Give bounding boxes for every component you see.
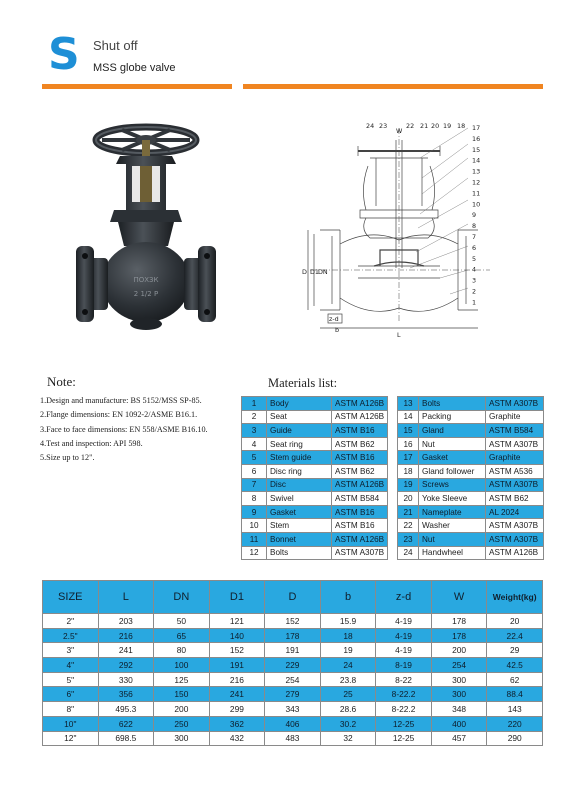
table-cell: 229 <box>265 658 321 673</box>
table-cell: 216 <box>209 672 265 687</box>
table-cell: 10" <box>43 716 99 731</box>
header-divider-right <box>243 84 543 89</box>
callout-label: 22 <box>406 122 415 130</box>
table-cell: 457 <box>431 731 487 746</box>
part-number: 17 <box>398 451 419 465</box>
table-cell: 32 <box>320 731 376 746</box>
column-header: Weight(kg) <box>487 581 543 614</box>
material-row <box>242 532 388 546</box>
callout-label: 1 <box>472 298 477 307</box>
column-header: b <box>320 581 376 614</box>
part-material: ASTM A307B <box>486 397 544 411</box>
part-name: Guide <box>267 424 332 438</box>
table-cell: 254 <box>265 672 321 687</box>
table-cell: 15.9 <box>320 614 376 629</box>
table-row <box>43 731 543 746</box>
table-cell: 18 <box>320 628 376 643</box>
callout-label: 4 <box>472 265 477 274</box>
callout-label: 3 <box>472 276 477 285</box>
part-name: Nut <box>419 437 486 451</box>
part-material: ASTM A126B <box>332 410 388 424</box>
callout-label: 14 <box>472 156 481 165</box>
part-name: Handwheel <box>419 546 486 560</box>
part-material: ASTM B16 <box>332 451 388 465</box>
part-material: ASTM A536 <box>486 464 544 478</box>
table-cell: 432 <box>209 731 265 746</box>
part-number: 1 <box>242 397 267 411</box>
size-table <box>42 580 543 746</box>
table-cell: 24 <box>320 658 376 673</box>
body-marking: 2 1/2 Р <box>133 290 159 298</box>
table-cell: 12-25 <box>376 716 432 731</box>
part-number: 7 <box>242 478 267 492</box>
table-cell: 178 <box>265 628 321 643</box>
table-cell: 88.4 <box>487 687 543 702</box>
table-cell: 191 <box>209 658 265 673</box>
part-number: 19 <box>398 478 419 492</box>
part-name: Seat ring <box>267 437 332 451</box>
logo-letter: S <box>48 29 80 80</box>
callout-label: 24 <box>366 122 375 130</box>
table-cell: 4-19 <box>376 628 432 643</box>
part-name: Packing <box>419 410 486 424</box>
part-material: ASTM A126B <box>332 532 388 546</box>
table-row <box>43 687 543 702</box>
part-name: Screws <box>419 478 486 492</box>
part-number: 11 <box>242 532 267 546</box>
notes-heading: Note: <box>47 374 76 389</box>
table-cell: 50 <box>154 614 210 629</box>
table-cell: 178 <box>431 614 487 629</box>
material-row <box>398 437 544 451</box>
note-item: 4.Test and inspection: API 598. <box>40 438 143 448</box>
table-cell: 4-19 <box>376 614 432 629</box>
dim-label: b <box>335 326 340 334</box>
part-name: Disc <box>267 478 332 492</box>
table-cell: 8" <box>43 702 99 717</box>
valve-photo <box>62 118 232 340</box>
table-cell: 12-25 <box>376 731 432 746</box>
table-cell: 22.4 <box>487 628 543 643</box>
material-row <box>242 519 388 533</box>
part-number: 12 <box>242 546 267 560</box>
column-header: L <box>98 581 154 614</box>
table-cell: 20 <box>487 614 543 629</box>
note-item: 3.Face to face dimensions: EN 558/ASME B16.10. <box>40 424 208 434</box>
table-cell: 200 <box>431 643 487 658</box>
table-cell: 330 <box>98 672 154 687</box>
callout-label: 20 <box>431 122 440 130</box>
table-cell: 4" <box>43 658 99 673</box>
header-divider-left <box>42 84 232 89</box>
table-cell: 65 <box>154 628 210 643</box>
material-row <box>242 492 388 506</box>
column-header: DN <box>154 581 210 614</box>
part-name: Gasket <box>419 451 486 465</box>
materials-heading: Materials list: <box>268 376 338 390</box>
table-cell: 150 <box>154 687 210 702</box>
table-cell: 216 <box>98 628 154 643</box>
table-cell: 19 <box>320 643 376 658</box>
part-material: ASTM A126B <box>332 478 388 492</box>
notes-list <box>40 394 240 465</box>
table-cell: 6" <box>43 687 99 702</box>
part-number: 23 <box>398 532 419 546</box>
table-cell: 300 <box>431 687 487 702</box>
part-name: Gasket <box>267 505 332 519</box>
note-item: 5.Size up to 12". <box>40 453 95 463</box>
table-cell: 143 <box>487 702 543 717</box>
material-row <box>398 505 544 519</box>
table-cell: 241 <box>209 687 265 702</box>
part-material: ASTM A307B <box>332 546 388 560</box>
callout-label: 23 <box>379 122 388 130</box>
table-cell: 250 <box>154 716 210 731</box>
dim-label: L <box>397 331 401 339</box>
part-number: 24 <box>398 546 419 560</box>
part-material: ASTM B584 <box>486 424 544 438</box>
material-row <box>398 424 544 438</box>
material-row <box>398 464 544 478</box>
table-cell: 80 <box>154 643 210 658</box>
table-cell: 362 <box>209 716 265 731</box>
table-cell: 2.5" <box>43 628 99 643</box>
part-number: 22 <box>398 519 419 533</box>
table-cell: 300 <box>431 672 487 687</box>
callout-label: W <box>396 127 403 135</box>
material-row <box>398 478 544 492</box>
table-cell: 356 <box>98 687 154 702</box>
column-header: D1 <box>209 581 265 614</box>
callout-label: 9 <box>472 211 477 220</box>
table-row <box>43 614 543 629</box>
callout-label: 8 <box>472 222 477 231</box>
part-name: Body <box>267 397 332 411</box>
part-material: AL 2024 <box>486 505 544 519</box>
part-material: ASTM A307B <box>486 519 544 533</box>
table-cell: 290 <box>487 731 543 746</box>
table-cell: 279 <box>265 687 321 702</box>
callout-label: 17 <box>472 124 481 132</box>
part-number: 4 <box>242 437 267 451</box>
table-cell: 400 <box>431 716 487 731</box>
material-row <box>242 424 388 438</box>
material-row <box>398 410 544 424</box>
table-cell: 28.6 <box>320 702 376 717</box>
table-cell: 178 <box>431 628 487 643</box>
callout-label: 7 <box>472 233 477 241</box>
table-cell: 42.5 <box>487 658 543 673</box>
part-material: ASTM B62 <box>332 437 388 451</box>
column-header: W <box>431 581 487 614</box>
part-material: ASTM A307B <box>486 437 544 451</box>
part-name: Stem guide <box>267 451 332 465</box>
table-cell: 30.2 <box>320 716 376 731</box>
material-row <box>242 505 388 519</box>
material-row <box>242 437 388 451</box>
table-row <box>43 716 543 731</box>
material-row <box>398 532 544 546</box>
materials-table-left <box>241 396 388 560</box>
material-row <box>242 451 388 465</box>
table-row <box>43 658 543 673</box>
part-name: Swivel <box>267 492 332 506</box>
body-image <box>76 242 216 330</box>
table-cell: 140 <box>209 628 265 643</box>
table-cell: 8-22 <box>376 672 432 687</box>
sectional-drawing <box>300 118 510 340</box>
part-material: ASTM B16 <box>332 505 388 519</box>
part-material: ASTM A307B <box>486 532 544 546</box>
table-cell: 203 <box>98 614 154 629</box>
material-row <box>242 478 388 492</box>
part-name: Gland <box>419 424 486 438</box>
part-name: Bolts <box>267 546 332 560</box>
part-number: 14 <box>398 410 419 424</box>
part-name: Gland follower <box>419 464 486 478</box>
material-row <box>242 546 388 560</box>
table-cell: 152 <box>209 643 265 658</box>
dim-label: D1 <box>310 268 319 276</box>
material-row <box>242 410 388 424</box>
part-number: 9 <box>242 505 267 519</box>
callout-label: 2 <box>472 287 477 296</box>
page-subtitle: MSS globe valve <box>93 62 176 74</box>
table-row <box>43 672 543 687</box>
callout-label: 19 <box>443 122 452 130</box>
dim-label: DN <box>318 268 328 276</box>
column-header: D <box>265 581 321 614</box>
part-name: Bonnet <box>267 532 332 546</box>
material-row <box>398 397 544 411</box>
column-header: SIZE <box>43 581 99 614</box>
table-cell: 300 <box>154 731 210 746</box>
part-number: 13 <box>398 397 419 411</box>
yoke-image <box>110 156 182 222</box>
part-number: 3 <box>242 424 267 438</box>
part-name: Yoke Sleeve <box>419 492 486 506</box>
material-row <box>242 397 388 411</box>
table-cell: 698.5 <box>98 731 154 746</box>
table-cell: 29 <box>487 643 543 658</box>
part-material: ASTM A126B <box>486 546 544 560</box>
table-cell: 3" <box>43 643 99 658</box>
table-cell: 348 <box>431 702 487 717</box>
part-number: 21 <box>398 505 419 519</box>
dim-label: D <box>302 268 307 276</box>
table-cell: 2" <box>43 614 99 629</box>
callout-label: 16 <box>472 134 481 143</box>
part-number: 16 <box>398 437 419 451</box>
table-row <box>43 702 543 717</box>
table-cell: 8-22.2 <box>376 702 432 717</box>
part-name: Washer <box>419 519 486 533</box>
part-name: Nut <box>419 532 486 546</box>
material-row <box>398 492 544 506</box>
part-material: ASTM A126B <box>332 397 388 411</box>
table-cell: 483 <box>265 731 321 746</box>
table-cell: 25 <box>320 687 376 702</box>
part-material: ASTM B16 <box>332 424 388 438</box>
drawing-outline <box>308 128 490 328</box>
material-row <box>398 451 544 465</box>
table-cell: 23.8 <box>320 672 376 687</box>
table-cell: 125 <box>154 672 210 687</box>
table-cell: 343 <box>265 702 321 717</box>
table-cell: 8-19 <box>376 658 432 673</box>
callout-label: 11 <box>472 189 481 198</box>
part-material: ASTM B62 <box>486 492 544 506</box>
part-material: ASTM B584 <box>332 492 388 506</box>
material-row <box>398 546 544 560</box>
dim-label: z-d <box>329 315 339 323</box>
part-number: 15 <box>398 424 419 438</box>
part-material: ASTM A307B <box>486 478 544 492</box>
table-cell: 100 <box>154 658 210 673</box>
part-number: 2 <box>242 410 267 424</box>
table-cell: 121 <box>209 614 265 629</box>
table-cell: 12" <box>43 731 99 746</box>
part-number: 8 <box>242 492 267 506</box>
callout-label: 21 <box>420 122 429 130</box>
callout-label: 12 <box>472 178 481 187</box>
table-row <box>43 628 543 643</box>
part-number: 18 <box>398 464 419 478</box>
column-header: z-d <box>376 581 432 614</box>
table-cell: 8-22.2 <box>376 687 432 702</box>
table-cell: 191 <box>265 643 321 658</box>
part-name: Disc ring <box>267 464 332 478</box>
part-material: Graphite <box>486 451 544 465</box>
page-title: Shut off <box>93 38 138 53</box>
callout-label: 15 <box>472 145 481 154</box>
callout-label: 6 <box>472 243 477 252</box>
materials-table-right <box>397 396 544 560</box>
table-cell: 200 <box>154 702 210 717</box>
part-number: 6 <box>242 464 267 478</box>
part-name: Nameplate <box>419 505 486 519</box>
table-cell: 241 <box>98 643 154 658</box>
table-cell: 152 <box>265 614 321 629</box>
table-cell: 5" <box>43 672 99 687</box>
table-cell: 254 <box>431 658 487 673</box>
note-item: 1.Design and manufacture: BS 5152/MSS SP-85. <box>40 396 202 405</box>
callout-label: 13 <box>472 167 481 176</box>
table-cell: 299 <box>209 702 265 717</box>
table-cell: 62 <box>487 672 543 687</box>
material-row <box>398 519 544 533</box>
material-row <box>242 464 388 478</box>
part-name: Bolts <box>419 397 486 411</box>
part-name: Stem <box>267 519 332 533</box>
table-cell: 220 <box>487 716 543 731</box>
table-cell: 406 <box>265 716 321 731</box>
part-number: 10 <box>242 519 267 533</box>
callout-label: 18 <box>457 122 466 130</box>
part-material: ASTM B62 <box>332 464 388 478</box>
table-cell: 622 <box>98 716 154 731</box>
note-item: 2.Flange dimensions: EN 1092-2/ASME B16.1. <box>40 410 198 420</box>
callout-label: 10 <box>472 200 481 209</box>
part-number: 20 <box>398 492 419 506</box>
table-cell: 495.3 <box>98 702 154 717</box>
table-row <box>43 643 543 658</box>
drawing-leaders <box>410 128 468 294</box>
table-cell: 4-19 <box>376 643 432 658</box>
part-name: Seat <box>267 410 332 424</box>
body-marking: ПОХЗК <box>133 276 159 284</box>
part-material: Graphite <box>486 410 544 424</box>
part-material: ASTM B16 <box>332 519 388 533</box>
part-number: 5 <box>242 451 267 465</box>
table-cell: 292 <box>98 658 154 673</box>
callout-label: 5 <box>472 254 477 263</box>
